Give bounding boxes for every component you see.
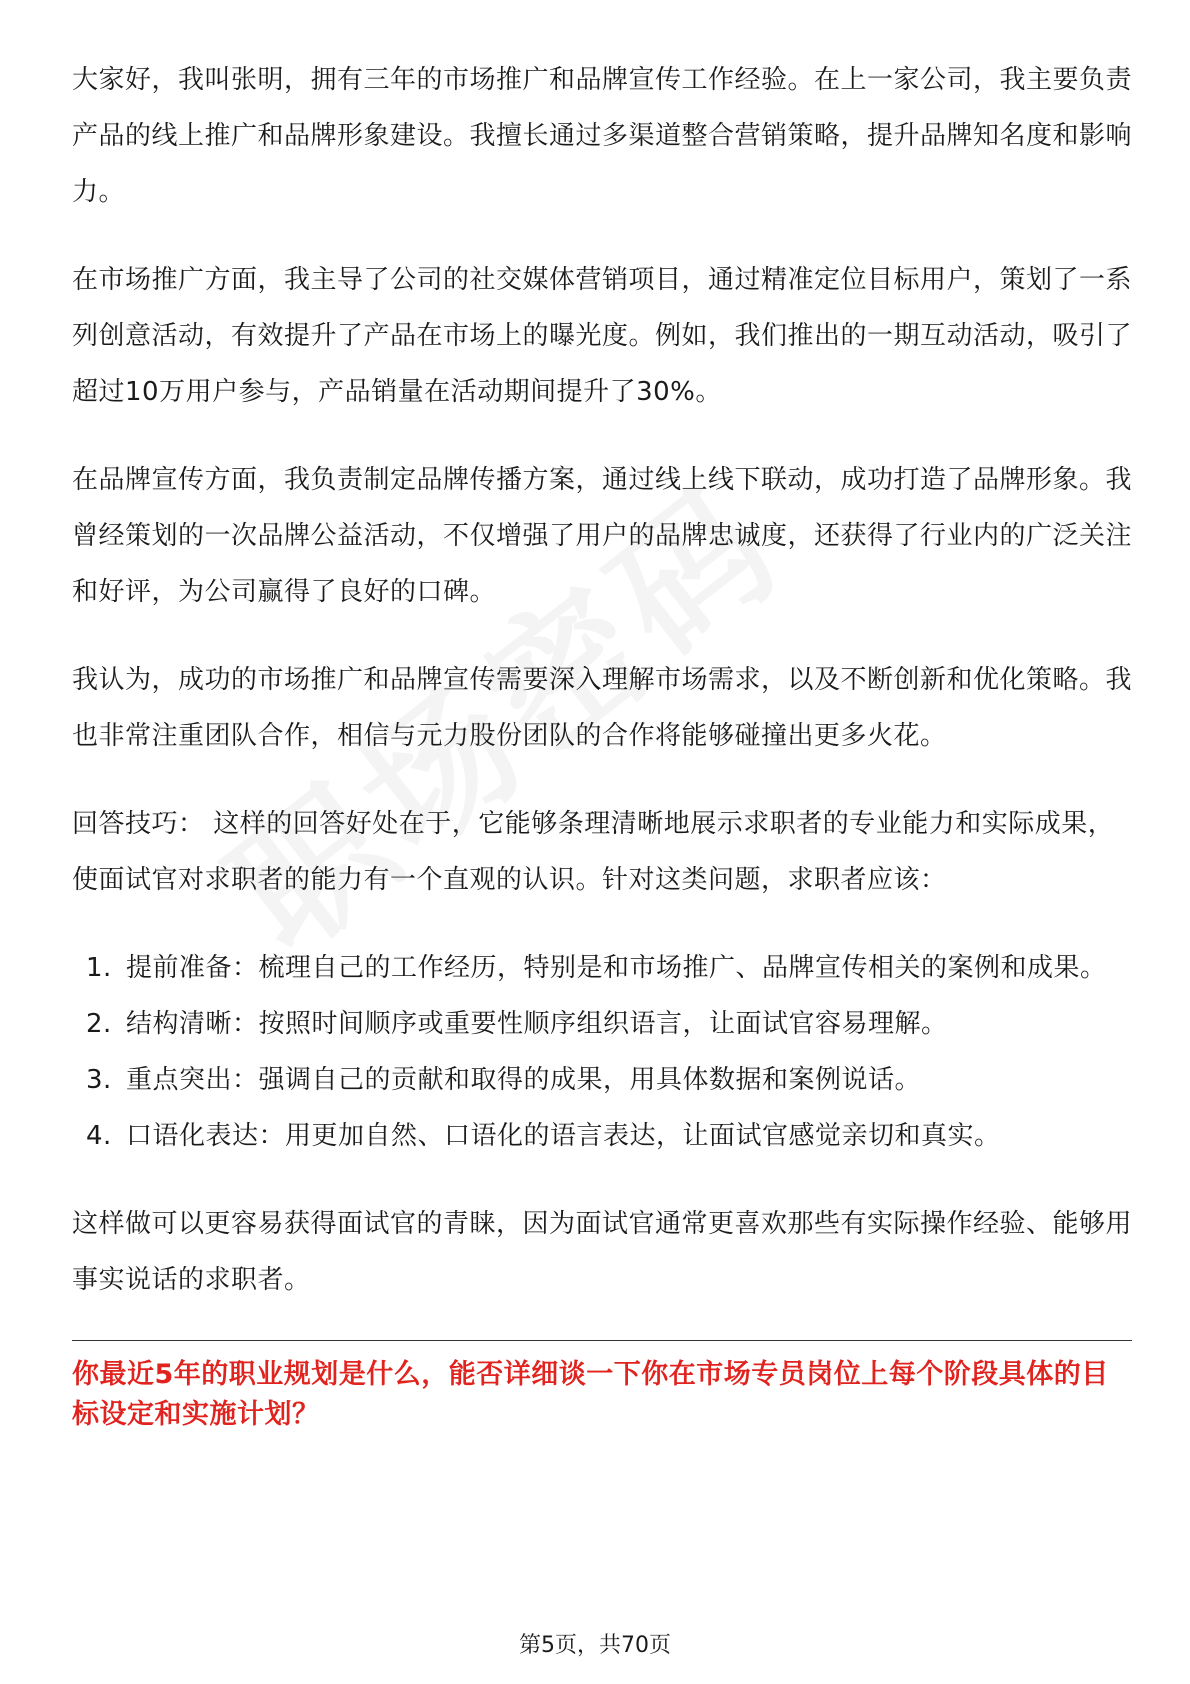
section-divider: [72, 1340, 1132, 1341]
list-item: [72, 996, 1132, 1052]
page-footer: 第5页，共70页: [519, 1633, 671, 1658]
list-item: [72, 940, 1132, 996]
document-page: [72, 52, 1132, 1435]
list-item-text: 口语化表达：用更加自然、口语化的语言表达，让面试官感觉亲切和真实。: [126, 1121, 1001, 1151]
question-heading: 你最近5年的职业规划是什么，能否详细谈一下你在市场专员岗位上每个阶段具体的目标设定和实施计划？: [72, 1359, 1109, 1430]
paragraph-intro: 大家好，我叫张明，拥有三年的市场推广和品牌宣传工作经验。在上一家公司，我主要负责产品的线上推广和品牌形象建设。我擅长通过多渠道整合营销策略，提升品牌知名度和影响力。: [72, 65, 1133, 207]
list-item-number: 1.: [86, 953, 112, 983]
paragraph-marketing: 在市场推广方面，我主导了公司的社交媒体营销项目，通过精准定位目标用户，策划了一系列创意活动，有效提升了产品在市场上的曝光度。例如，我们推出的一期互动活动，吸引了超过10万用户参与，产品销量在活动期间提升了30%。: [72, 265, 1133, 407]
tips-list: [72, 940, 1132, 1164]
list-item-number: 2.: [86, 1009, 112, 1039]
list-item-text: 结构清晰：按照时间顺序或重要性顺序组织语言，让面试官容易理解。: [126, 1009, 948, 1039]
list-item: [72, 1052, 1132, 1108]
list-item-text: 提前准备：梳理自己的工作经历，特别是和市场推广、品牌宣传相关的案例和成果。: [126, 953, 1107, 983]
paragraph-branding: 在品牌宣传方面，我负责制定品牌传播方案，通过线上线下联动，成功打造了品牌形象。我曾经策划的一次品牌公益活动，不仅增强了用户的品牌忠诚度，还获得了行业内的广泛关注和好评，为公司赢得了良好的口碑。: [72, 465, 1133, 607]
list-item: [72, 1108, 1132, 1164]
paragraph-closing: 这样做可以更容易获得面试官的青睐，因为面试官通常更喜欢那些有实际操作经验、能够用事实说话的求职者。: [72, 1209, 1133, 1295]
list-item-text: 重点突出：强调自己的贡献和取得的成果，用具体数据和案例说话。: [126, 1065, 922, 1095]
paragraph-tips: 回答技巧： 这样的回答好处在于，它能够条理清晰地展示求职者的专业能力和实际成果，使面试官对求职者的能力有一个直观的认识。针对这类问题，求职者应该：: [72, 809, 1115, 895]
list-item-number: 4.: [86, 1121, 112, 1151]
list-item-number: 3.: [86, 1065, 112, 1095]
paragraph-opinion: 我认为，成功的市场推广和品牌宣传需要深入理解市场需求，以及不断创新和优化策略。我也非常注重团队合作，相信与元力股份团队的合作将能够碰撞出更多火花。: [72, 665, 1133, 751]
